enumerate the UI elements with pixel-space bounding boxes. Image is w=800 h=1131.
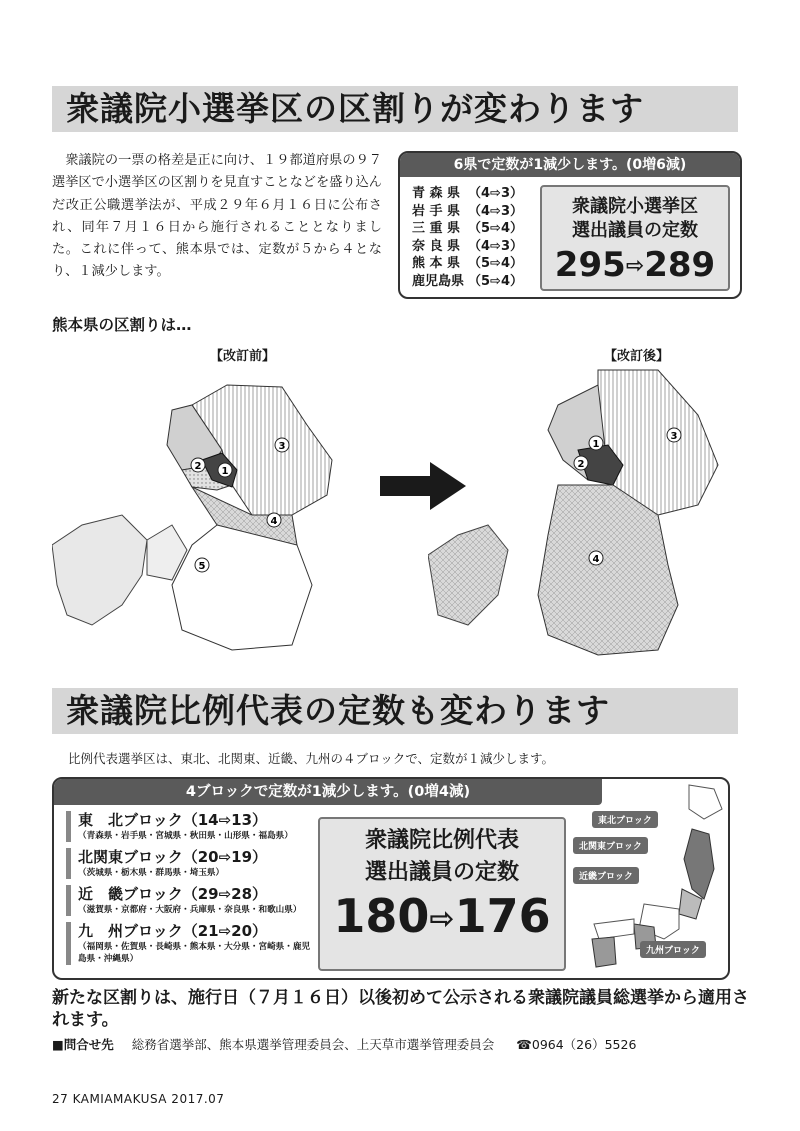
contact-phone: ☎0964（26）5526 [516, 1037, 637, 1052]
block-prefectures: （福岡県・佐賀県・長崎県・熊本県・大分県・宮崎県・鹿児島県・沖縄県） [78, 942, 311, 964]
map-tag-kyushu: 九州ブロック [640, 941, 706, 958]
pr-title-2: 選出議員の定数 [364, 860, 519, 885]
prefecture-change: （4⇨3） [468, 186, 523, 201]
svg-text:1: 1 [221, 466, 229, 477]
kumamoto-subheading: 熊本県の区割りは… [52, 316, 192, 334]
svg-text:2: 2 [577, 459, 585, 470]
block-name: 九 州ブロック（21⇨20） [78, 922, 268, 940]
prefecture-name: 鹿児島県 [412, 273, 465, 289]
prefecture-name: 三 重 県 [412, 221, 461, 236]
prefecture-row [412, 185, 523, 203]
svg-text:5: 5 [198, 561, 206, 572]
proportional-seat-panel [318, 817, 566, 971]
block-prefectures: （青森県・岩手県・宮城県・秋田県・山形県・福島県） [78, 831, 293, 841]
section1-title: 衆議院小選挙区の区割りが変わります [52, 86, 738, 132]
block-prefectures: （茨城県・栃木県・群馬県・埼玉県） [78, 868, 225, 878]
svg-text:4: 4 [270, 516, 278, 527]
proportional-change-box [52, 777, 730, 980]
constituency-change-box [398, 151, 742, 299]
block-item [66, 811, 318, 842]
prefecture-change: （5⇨4） [468, 273, 523, 289]
contact-info [52, 1035, 636, 1053]
change-box-header: 6県で定数が1減少します。(0増6減) [400, 153, 740, 177]
contact-orgs: 総務省選挙部、熊本県選挙管理委員会、上天草市選挙管理委員会 [131, 1037, 495, 1052]
seat-title-2: 選出議員の定数 [572, 220, 698, 241]
section1-lead [52, 150, 382, 284]
map-after-label: 【改訂後】 [604, 349, 670, 364]
pr-seat-count [320, 889, 564, 947]
prefecture-list [412, 185, 523, 290]
prefecture-row [412, 273, 523, 291]
prefecture-row [412, 255, 523, 273]
seat-from: 295 [554, 245, 626, 285]
pr-seat-to: 176 [454, 889, 551, 943]
prefecture-change: （5⇨4） [468, 221, 523, 236]
arrow-icon: ⇨ [429, 901, 455, 937]
seat-title-1: 衆議院小選挙区 [572, 196, 698, 217]
kumamoto-map-after [428, 365, 738, 665]
section2-lead: 比例代表選挙区は、東北、北関東、近畿、九州の４ブロックで、定数が１減少します。 [68, 751, 555, 766]
prefecture-name: 岩 手 県 [412, 203, 461, 219]
prefecture-change: （4⇨3） [468, 238, 523, 254]
application-note: 新たな区割りは、施行日（７月１６日）以後初めて公示される衆議院議員総選挙から適用されます。 [52, 988, 749, 1030]
block-name: 近 畿ブロック（29⇨28） [78, 885, 268, 903]
block-list [66, 811, 318, 971]
prefecture-change: （5⇨4） [468, 256, 523, 271]
seat-count [542, 245, 728, 287]
single-seat-panel [540, 185, 730, 291]
block-item [66, 922, 318, 965]
block-prefectures: （滋賀県・京都府・大阪府・兵庫県・奈良県・和歌山県） [78, 905, 302, 915]
map-tag-kinki: 近畿ブロック [573, 867, 639, 884]
section2-title: 衆議院比例代表の定数も変わります [52, 688, 738, 734]
prefecture-row [412, 203, 523, 221]
svg-text:3: 3 [278, 441, 286, 452]
arrow-icon: ⇨ [625, 253, 645, 279]
prefecture-change: （4⇨3） [468, 203, 523, 219]
contact-label: ■問合せ先 [52, 1037, 114, 1052]
kumamoto-map-before [52, 365, 362, 665]
prefecture-row [412, 220, 523, 238]
svg-text:3: 3 [670, 431, 678, 442]
prefecture-name: 青 森 県 [412, 186, 461, 201]
prefecture-name: 熊 本 県 [412, 256, 461, 271]
prefecture-row [412, 238, 523, 256]
pr-title-1: 衆議院比例代表 [364, 828, 519, 853]
map-tag-kitakanto: 北関東ブロック [573, 837, 648, 854]
map-tag-tohoku: 東北ブロック [592, 811, 658, 828]
lead-text: 衆議院の一票の格差是正に向け、１９都道府県の９７選挙区で小選挙区の区割りを見直すことなどを盛り込んだ改正公職選挙法が、平成２９年６月１６日に公布され、同年７月１６日から施行されることとなりました。これに伴って、熊本県では、定数が５から４となり、１減少します。 [52, 153, 382, 280]
proportional-box-header: 4ブロックで定数が1減少します。(0増4減) [54, 779, 602, 805]
svg-text:4: 4 [592, 554, 600, 565]
block-name: 東 北ブロック（14⇨13） [78, 811, 268, 829]
block-name: 北関東ブロック（20⇨19） [78, 848, 268, 866]
pr-seat-from: 180 [333, 889, 430, 943]
svg-text:1: 1 [592, 439, 600, 450]
svg-text:2: 2 [194, 461, 202, 472]
seat-to: 289 [644, 245, 716, 285]
prefecture-name: 奈 良 県 [412, 238, 461, 254]
page-footer: 27 KAMIAMAKUSA 2017.07 [52, 1092, 225, 1106]
block-item [66, 885, 318, 916]
block-item [66, 848, 318, 879]
map-before-label: 【改訂前】 [210, 349, 276, 364]
